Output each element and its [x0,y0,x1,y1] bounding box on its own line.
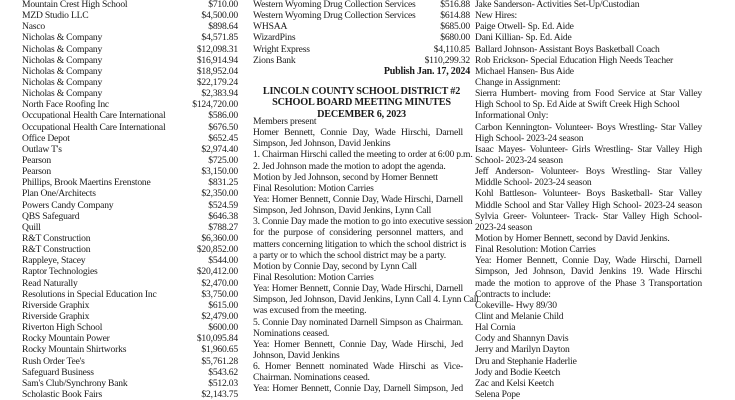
vendor-amount: $516.88 [440,0,470,10]
text-line: Simpson, Jed Johnson, David Jenkins [253,138,391,150]
text-line: Final Resolution: Motion Carries [253,271,374,283]
text-line: Chairman. Nominations ceased. [253,372,370,384]
vendor-amount: $710.00 [208,0,238,10]
vendor-row [22,356,238,367]
text-line: Simpson, Jed Johnson, David Jenkins, Lynn Call [253,205,432,217]
text-line: Clint and Melanie Child [475,310,564,322]
minutes-middle-column [253,116,479,395]
vendor-name: Zions Bank [253,54,296,66]
vendor-amount: $22,179.24 [196,76,238,88]
vendor-row [22,211,238,222]
vendor-amount: $4,110.85 [433,43,470,55]
vendor-row [253,55,470,66]
text-line: 2023-24 season [475,221,533,233]
vendor-name: Nicholas & Company [22,88,103,100]
vendor-name: Outlaw T's [22,143,62,155]
vendor-name: Nicholas & Company [22,43,103,55]
text-line: Motion by Jed Johnson, second by Homer Bennett [253,171,438,183]
text-line: Paige Otwell- Sp. Ed. Aide [475,21,574,33]
vendor-name: Phillips, Brook Maertins Erenstone [22,177,151,189]
text-line: Yea: Homer Bennett, Connie Day, Wade Hirschi, Darnell [475,255,702,267]
vendor-name: Riverside Graphix [22,299,90,311]
vendor-name: Rappleye, Stacey [22,255,86,267]
minutes-heading [253,86,470,120]
vendor-row [22,389,238,400]
text-line: Change in Assignment: [475,76,561,88]
vendor-row [253,0,470,10]
text-line: 2. Jed Johnson made the motion to adopt the agenda. [253,160,446,172]
vendor-amount: $3,750.00 [201,288,238,300]
vendor-row [22,32,238,43]
vendor-row [22,99,238,110]
text-line: Yea: Homer Bennett, Connie Day, Darnell Simpson, Jed [253,383,463,395]
vendor-name: R&T Construction [22,244,91,256]
vendor-row [253,21,470,32]
vendor-name: Rocky Mountain Shirtworks [22,344,127,356]
vendor-name: Nasco [22,21,45,33]
vendor-amount: $586.00 [208,110,238,122]
text-line: Simpson, Jed Johnson, David Jenkins 19. Wade Hirschi [475,266,702,278]
vendor-name: Powers Candy Company [22,199,114,211]
text-line: a party or to which the school district may be a party. [253,249,446,261]
publish-note: Publish Jan. 17, 2024 [383,65,470,77]
vendor-amount: $646.38 [208,210,238,222]
text-line: Motion by Homer Bennett, second by David Jenkins. [475,232,670,244]
vendor-name: Wright Express [253,43,310,55]
vendor-amount: $20,412.00 [196,266,238,278]
text-line: Jerry and Marilyn Dayton [475,344,570,356]
vendor-name: Riverside Graphix [22,310,90,322]
text-line: Michael Hansen- Bus Aide [475,65,574,77]
vendor-row [253,44,470,55]
vendor-name: Read Naturally [22,277,78,289]
text-line: Middle School and Star Valley High School- 2023-24 season [475,199,702,211]
vendor-row [22,333,238,344]
vendor-name: Mountain Crest High School [22,0,128,10]
vendor-row [22,367,238,378]
vendor-row [22,133,238,144]
vendor-name: Pearson [22,166,51,178]
text-line: Selena Pope [475,388,520,400]
vendor-name: Raptor Technologies [22,266,98,278]
text-line: Final Resolution: Motion Carries [253,182,374,194]
vendor-name: MZD Studio LLC [22,10,89,22]
vendor-row [22,266,238,277]
vendor-row [22,322,238,333]
vendor-amount: $788.27 [208,221,238,233]
vendor-row [22,166,238,177]
text-line: Sierra Humbert- moving from Food Service at Star Valley [475,88,702,100]
vendor-amount: $2,974.40 [201,143,238,155]
vendor-row [22,289,238,300]
text-line: Cody and Shannyn Davis [475,333,569,345]
vendor-row [22,200,238,211]
vendor-amount: $615.00 [208,299,238,311]
vendor-row [22,88,238,99]
text-line: Yea: Homer Bennett, Connie Day, Wade Hirschi, Darnell [253,283,463,295]
vendor-row [22,10,238,21]
vendor-name: Sam's Club/Synchrony Bank [22,377,128,389]
vendor-amount: $2,383.94 [201,88,238,100]
vendor-amount: $524.59 [208,199,238,211]
vendor-name: Nicholas & Company [22,76,103,88]
vendor-row [22,144,238,155]
text-line: New Hires: [475,10,517,22]
text-line: Hal Cornia [475,322,516,334]
vendor-amount: $676.50 [208,121,238,133]
text-line: 1. Chairman Hirschi called the meeting to order at 6:00 p.m. [253,149,473,161]
text-line: 3. Connie Day made the motion to go into executive session [253,216,473,228]
vendor-row [22,188,238,199]
text-line: Nominations ceased. [253,327,330,339]
vendor-amount: $16,914.94 [196,54,238,66]
text-line: Simpson, Jed Johnson, David Jenkins, Lynn Call 4. Lynn Call [253,294,479,306]
text-line: School- 2023-24 season [475,154,563,166]
vendor-name: Occupational Health Care International [22,110,166,122]
vendor-name: Nicholas & Company [22,54,103,66]
text-line: Ballard Johnson- Assistant Boys Basketball Coach [475,43,660,55]
text-line: Isaac Mayes- Volunteer- Girls Wrestling- Star Valley High [475,143,702,155]
text-line: Dru and Stephanie Haderlie [475,355,577,367]
text-line: High School to Sp. Ed Aide at Swift Creek High School [475,99,680,111]
text-line: Yea: Homer Bennett, Connie Day, Wade Hirschi, Darnell [253,193,463,205]
text-line: Members present [253,116,317,127]
vendor-row [22,44,238,55]
vendor-row [22,155,238,166]
vendor-row [22,244,238,255]
vendor-name: R&T Construction [22,232,91,244]
text-line: High School- 2023-24 season [475,132,584,144]
text-line: Cokeville- Hwy 89/30 [475,299,557,311]
vendor-name: Rush Order Tee's [22,355,85,367]
vendor-name: Safeguard Business [22,366,94,378]
vendor-amount: $10,095.84 [196,333,238,345]
vendor-row [22,21,238,32]
text-line: Jake Sanderson- Activities Set-Up/Custodian [475,0,640,10]
vendor-name: Resolutions in Special Education Inc [22,288,157,300]
text-line: Homer Bennett, Connie Day, Wade Hirschi, Darnell [253,127,463,139]
text-line: Carbon Kennington- Volunteer- Boys Wrestling- Star Valley [475,121,702,133]
text-line: Zac and Kelsi Keetch [475,377,554,389]
vendor-name: Office Depot [22,132,70,144]
text-line: Motion by Connie Day, second by Lynn Call [253,260,417,272]
vendor-amount: $680.00 [440,32,470,44]
text-line: made the motion to approve of the Phase 3 Transportation [475,277,702,289]
text-line: Informational Only: [475,110,549,122]
vendor-amount: $4,571.85 [201,32,238,44]
text-line: Jeff Anderson- Volunteer- Boys Wrestling- Star Valley [475,166,702,178]
vendor-amount: $831.25 [208,177,238,189]
heading-date: DECEMBER 6, 2023 [317,108,406,120]
vendor-amount: $652.45 [208,132,238,144]
vendor-row [22,55,238,66]
text-line: Middle School- 2023-24 season [475,177,592,189]
vendor-row [22,122,238,133]
text-line: Sylvia Greer- Volunteer- Track- Star Valley High School- [475,210,702,222]
text-line: Jody and Bodie Keetch [475,366,561,378]
heading-title: SCHOOL BOARD MEETING MINUTES [272,97,451,109]
vendor-amount: $685.00 [440,21,470,33]
vendor-amount: $614.88 [440,10,470,22]
vendor-name: Pearson [22,154,51,166]
vendor-row [22,255,238,266]
vendor-name: North Face Roofing Inc [22,99,109,111]
text-line: 6. Homer Bennett nominated Wade Hirschi as Vice- [253,361,463,373]
text-line: for the purpose of considering personnel matters, and [253,227,463,239]
vendor-name: Rocky Mountain Power [22,333,110,345]
vendor-amount: $20,852.00 [196,244,238,256]
vendor-row [22,110,238,121]
vendor-name: Quill [22,221,41,233]
vendor-name: Scholastic Book Fairs [22,388,103,400]
vendor-amount: $3,150.00 [201,166,238,178]
text-line: Rob Erickson- Special Education High Needs Teacher [475,54,674,66]
vendor-amount: $512.03 [208,377,238,389]
vendor-amount: $110,299.32 [424,54,470,66]
vendor-amount: $6,360.00 [201,232,238,244]
vendor-row [22,344,238,355]
vendor-amount: $2,470.00 [201,277,238,289]
vendor-name: Plan One/Architects [22,188,96,200]
vendor-name: WizardPins [253,32,296,44]
text-line: was excused from the meeting. [253,305,367,317]
vendor-row [22,177,238,188]
vendor-row [22,0,238,10]
text-line: Johnson, David Jenkins [253,349,340,361]
vendor-row [253,10,470,21]
vendor-row [22,222,238,233]
text-line: Contracts to include: [475,288,551,300]
vendor-amount: $124,720.00 [192,99,238,111]
vendor-name: Nicholas & Company [22,65,103,77]
vendor-amount: $18,952.04 [196,65,238,77]
vendor-row [22,77,238,88]
vendor-row [22,233,238,244]
vendor-name: WHSAA [253,21,288,33]
text-line: matters concerning litigation to which the school district is [253,238,467,250]
text-line: Yea: Homer Bennett, Connie Day, Wade Hirschi, Jed [253,338,463,350]
vendor-amount: $600.00 [208,322,238,334]
text-line: 5. Connie Day nominated Darnell Simpson as Chairman. [253,316,463,328]
vendor-amount: $12,098.31 [196,43,238,55]
vendor-row [22,378,238,389]
text-line: Kohl Battleson- Volunteer- Boys Basketball- Star Valley [475,188,702,200]
vendor-name: Nicholas & Company [22,32,103,44]
vendor-amount: $544.00 [208,255,238,267]
heading-district: LINCOLN COUNTY SCHOOL DISTRICT #2 [262,86,461,97]
vendor-amount: $543.62 [208,366,238,378]
vendor-row [22,300,238,311]
minutes-right-column [475,0,702,400]
vendor-amount: $4,500.00 [201,10,238,22]
text-line: Dani Killian- Sp. Ed. Aide [475,32,572,44]
vendor-amount: $2,479.00 [201,310,238,322]
vendor-list-middle [253,0,470,78]
vendor-row [22,311,238,322]
vendor-amount: $5,761.28 [201,355,238,367]
vendor-row [253,32,470,43]
vendor-name: Western Wyoming Drug Collection Services [253,0,416,10]
vendor-amount: $725.00 [208,154,238,166]
vendor-amount: $1,960.65 [201,344,238,356]
vendor-amount: $2,350.00 [201,188,238,200]
text-line: Final Resolution: Motion Carries [475,244,596,256]
vendor-list-left [22,0,238,400]
vendor-amount: $2,143.75 [201,388,238,400]
vendor-name: Western Wyoming Drug Collection Services [253,10,416,22]
vendor-name: QBS Safeguard [22,210,80,222]
vendor-row [22,66,238,77]
vendor-name: Riverton High School [22,322,103,334]
vendor-row [22,278,238,289]
vendor-amount: $898.64 [208,21,238,33]
vendor-name: Occupational Health Care International [22,121,166,133]
